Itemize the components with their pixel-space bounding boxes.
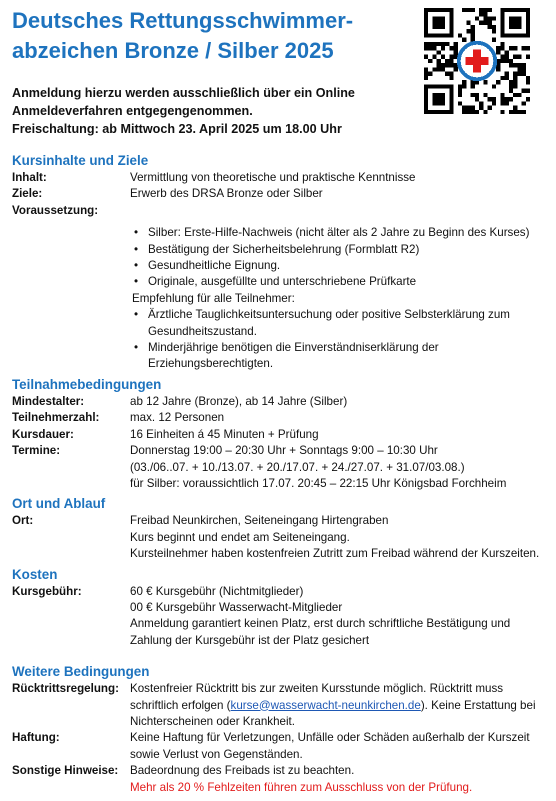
qr-module — [454, 67, 458, 71]
list-item: • Originale, ausgefüllte und unterschriebene Prüfkarte — [130, 274, 550, 290]
qr-module — [454, 50, 458, 54]
qr-module — [505, 55, 509, 59]
qr-module — [432, 46, 436, 50]
qr-module — [479, 12, 483, 16]
qr-module — [517, 93, 521, 97]
qr-module — [509, 84, 513, 88]
label-kursgebuehr: Kursgebühr: — [12, 584, 82, 598]
qr-module — [454, 46, 458, 50]
qr-module — [517, 67, 521, 71]
section-weitere — [12, 663, 550, 796]
list-item: • Silber: Erste-Hilfe-Nachweis (nicht älter als 2 Jahre zu Beginn des Kurses) — [130, 225, 550, 241]
qr-module — [424, 46, 428, 50]
value-mindestalter: ab 12 Jahre (Bronze), ab 14 Jahre (Silber) — [130, 394, 348, 408]
termine-line-1: Donnerstag 19:00 – 20:30 Uhr + Sonntags 9:00 – 10:30 Uhr — [130, 444, 438, 458]
qr-module — [522, 63, 526, 67]
qr-module — [479, 8, 483, 12]
title-line-1: Deutsches Rettungsschwimmer- — [12, 8, 354, 33]
list-item: • Gesundheitliche Eignung. — [130, 258, 550, 274]
row-ziele — [12, 186, 550, 202]
qr-module — [471, 106, 475, 110]
qr-module — [517, 55, 521, 59]
qr-module — [513, 72, 517, 76]
qr-module — [513, 93, 517, 97]
qr-module — [454, 42, 458, 46]
qr-module — [466, 106, 470, 110]
qr-module — [458, 93, 462, 97]
qr-module — [496, 80, 500, 84]
label-haftung: Haftung: — [12, 731, 60, 745]
qr-module — [437, 59, 441, 63]
section-teilnahme — [12, 376, 550, 492]
section-heading-kursinhalte: Kursinhalte und Ziele — [12, 153, 149, 168]
qr-logo-cross-horizontal — [466, 57, 489, 65]
qr-module — [475, 97, 479, 101]
qr-module — [496, 67, 500, 71]
qr-module — [437, 63, 441, 67]
qr-module — [437, 67, 441, 71]
qr-module — [441, 46, 445, 50]
qr-module — [424, 42, 428, 46]
qr-module — [505, 76, 509, 80]
qr-module — [462, 106, 466, 110]
qr-module — [526, 55, 530, 59]
qr-module — [428, 46, 432, 50]
qr-module — [445, 59, 449, 63]
label-voraussetzung: Voraussetzung: — [12, 203, 99, 217]
main-content — [12, 152, 550, 796]
termine-line-2: (03./06..07. + 10./13.07. + 20./17.07. + 24./27.07. + 31.07/03.08.) — [130, 460, 465, 474]
qr-finder-inner — [509, 16, 522, 29]
qr-module — [483, 21, 487, 25]
qr-code-icon[interactable] — [424, 8, 530, 114]
qr-module — [509, 46, 513, 50]
qr-module — [441, 63, 445, 67]
intro-line-3: Freischaltung: ab Mittwoch 23. April 2025 um 18.00 Uhr — [12, 122, 342, 136]
qr-module — [462, 80, 466, 84]
label-ort: Ort: — [12, 514, 34, 528]
qr-module — [500, 93, 504, 97]
qr-module — [517, 110, 521, 114]
qr-module — [513, 55, 517, 59]
label-kursdauer: Kursdauer: — [12, 427, 74, 441]
value-kursgebuehr — [130, 584, 550, 650]
qr-module — [458, 101, 462, 105]
qr-module — [513, 63, 517, 67]
qr-module — [479, 101, 483, 105]
qr-module — [526, 97, 530, 101]
qr-module — [483, 110, 487, 114]
qr-module — [466, 8, 470, 12]
qr-module — [517, 72, 521, 76]
qr-module — [488, 25, 492, 29]
qr-module — [488, 97, 492, 101]
qr-module — [500, 42, 504, 46]
qr-module — [466, 110, 470, 114]
qr-module — [441, 67, 445, 71]
qr-module — [500, 97, 504, 101]
qr-module — [500, 110, 504, 114]
qr-module — [424, 55, 428, 59]
value-ort — [130, 513, 550, 562]
qr-module — [522, 89, 526, 93]
qr-module — [488, 106, 492, 110]
section-heading-kosten: Kosten — [12, 566, 58, 582]
qr-module — [492, 16, 496, 20]
qr-module — [526, 46, 530, 50]
empfehlung-list — [130, 307, 550, 373]
qr-module — [441, 55, 445, 59]
ort-line-2: Kurs beginnt und endet am Seiteneingang. — [130, 530, 350, 544]
qr-module — [458, 84, 462, 88]
label-mindestalter: Mindestalter: — [12, 394, 85, 408]
qr-module — [500, 46, 504, 50]
label-teilnehmerzahl: Teilnehmerzahl: — [12, 411, 100, 425]
ort-line-1: Freibad Neunkirchen, Seiteneingang Hirtengraben — [130, 514, 389, 528]
empfehlung-label: Empfehlung für alle Teilnehmer: — [132, 291, 295, 305]
qr-module — [483, 80, 487, 84]
qr-module — [500, 101, 504, 105]
row-termine — [12, 443, 550, 492]
qr-module — [488, 8, 492, 12]
gebuehr-line-2: 00 € Kursgebühr Wasserwacht-Mitglieder — [130, 600, 343, 614]
value-kursdauer: 16 Einheiten á 45 Minuten + Prüfung — [130, 427, 319, 441]
sonstige-line-1: Badeordnung des Freibads ist zu beachten. — [130, 764, 355, 778]
label-inhalt: Inhalt: — [12, 171, 47, 184]
section-heading-ort: Ort und Ablauf — [12, 496, 106, 512]
title-line-2: abzeichen Bronze / Silber 2025 — [12, 38, 334, 63]
termine-line-3: für Silber: voraussichtlich 17.07. 20:45 – 22:15 Uhr Königsbad Forchheim — [130, 476, 507, 490]
qr-module — [441, 42, 445, 46]
qr-module — [466, 21, 470, 25]
qr-module — [526, 76, 530, 80]
qr-module — [492, 38, 496, 42]
qr-module — [522, 67, 526, 71]
gebuehr-line-3: Anmeldung garantiert keinen Platz, erst durch schriftliche Bestätigung und Zahlung der Kursgebühr ist der Platz gesichert — [130, 617, 511, 647]
qr-module — [492, 29, 496, 33]
qr-module — [475, 93, 479, 97]
voraussetzung-list — [130, 225, 550, 291]
qr-module — [424, 67, 428, 71]
row-kursdauer — [12, 427, 550, 443]
value-haftung: Keine Haftung für Verletzungen, Unfälle oder Schäden außerhalb der Kurszeit sowie Verlust von Gegenständen. — [130, 731, 530, 761]
qr-module — [458, 89, 462, 93]
qr-module — [445, 72, 449, 76]
qr-module — [432, 67, 436, 71]
qr-module — [449, 72, 453, 76]
qr-module — [449, 55, 453, 59]
value-termine — [130, 443, 550, 492]
ruecktritt-text-pre: Kostenfreier Rücktritt bis zur zweiten Kursstunde möglich. Rücktritt muss schriftlich erfolgen ( — [130, 682, 504, 712]
qr-module — [428, 42, 432, 46]
qr-module — [449, 59, 453, 63]
row-sonstige — [12, 763, 550, 796]
qr-module — [462, 38, 466, 42]
row-mindestalter — [12, 394, 550, 410]
qr-module — [428, 72, 432, 76]
qr-module — [500, 76, 504, 80]
qr-module — [471, 8, 475, 12]
section-kursinhalte — [12, 152, 550, 373]
qr-module — [488, 21, 492, 25]
value-sonstige — [130, 763, 550, 796]
qr-module — [424, 76, 428, 80]
qr-module — [505, 50, 509, 54]
qr-module — [479, 106, 483, 110]
section-heading-teilnahme: Teilnahmebedingungen — [12, 376, 162, 392]
qr-module — [492, 97, 496, 101]
qr-module — [471, 33, 475, 37]
qr-module — [445, 63, 449, 67]
label-sonstige: Sonstige Hinweise: — [12, 764, 119, 778]
qr-module — [505, 72, 509, 76]
qr-module — [483, 16, 487, 20]
qr-module — [526, 89, 530, 93]
qr-module — [483, 93, 487, 97]
qr-module — [432, 42, 436, 46]
qr-module — [509, 80, 513, 84]
qr-module — [509, 97, 513, 101]
value-ziele: Erwerb des DRSA Bronze oder Silber — [130, 187, 323, 201]
qr-module — [513, 80, 517, 84]
qr-module — [483, 8, 487, 12]
value-teilnehmerzahl: max. 12 Personen — [130, 411, 225, 425]
qr-module — [471, 84, 475, 88]
row-inhalt — [12, 170, 550, 186]
qr-module — [496, 46, 500, 50]
qr-module — [428, 59, 432, 63]
qr-module — [513, 76, 517, 80]
qr-module — [505, 59, 509, 63]
qr-finder-inner — [432, 93, 445, 106]
qr-module — [466, 29, 470, 33]
qr-finder-inner — [432, 16, 445, 29]
qr-module — [437, 42, 441, 46]
section-kosten — [12, 566, 550, 650]
qr-module — [505, 97, 509, 101]
qr-module — [505, 101, 509, 105]
qr-module — [513, 106, 517, 110]
qr-module — [522, 72, 526, 76]
qr-module — [449, 76, 453, 80]
qr-module — [500, 55, 504, 59]
qr-module — [449, 63, 453, 67]
qr-module — [462, 110, 466, 114]
page-title — [12, 6, 412, 66]
list-item: • Minderjährige benötigen die Einverständniserklärung der Erziehungsberechtigten. — [130, 340, 550, 373]
ort-line-3: Kursteilnehmer haben kostenfreien Zutritt zum Freibad während der Kurszeiten. — [130, 547, 540, 561]
qr-module — [509, 63, 513, 67]
list-item: • Ärztliche Tauglichkeitsuntersuchung oder positive Selbsterklärung zum Gesundheitszustand. — [130, 307, 550, 340]
qr-module — [492, 25, 496, 29]
qr-module — [509, 59, 513, 63]
qr-module — [437, 50, 441, 54]
qr-code-graphic — [424, 8, 530, 114]
row-ort — [12, 513, 550, 562]
qr-module — [432, 55, 436, 59]
section-heading-weitere: Weitere Bedingungen — [12, 664, 150, 680]
label-ziele: Ziele: — [12, 187, 43, 201]
qr-module — [475, 110, 479, 114]
qr-module — [483, 12, 487, 16]
qr-module — [424, 72, 428, 76]
qr-module — [449, 46, 453, 50]
qr-module — [500, 59, 504, 63]
label-termine: Termine: — [12, 444, 61, 458]
qr-module — [492, 101, 496, 105]
email-link[interactable]: kurse@wasserwacht-neunkirchen.de — [230, 698, 421, 712]
qr-module — [522, 101, 526, 105]
voraussetzung-block — [12, 225, 550, 373]
label-ruecktritt: Rücktrittsregelung: — [12, 682, 119, 696]
qr-module — [471, 25, 475, 29]
row-ruecktritt — [12, 681, 550, 730]
qr-module — [488, 16, 492, 20]
qr-module — [462, 84, 466, 88]
qr-module — [496, 50, 500, 54]
list-item: • Bestätigung der Sicherheitsbelehrung (Formblatt R2) — [130, 242, 550, 258]
row-voraussetzung — [12, 203, 550, 219]
qr-module — [509, 110, 513, 114]
value-ruecktritt — [130, 681, 550, 730]
intro-line-1: Anmeldung hierzu werden ausschließlich über ein Online — [12, 86, 355, 100]
qr-module — [492, 84, 496, 88]
value-inhalt: Vermittlung von theoretische und praktische Kenntnisse — [130, 171, 416, 184]
ruecktritt-text-post: ). Keine Erstattung bei Nichterscheinen oder Krankheit. — [130, 698, 536, 728]
row-kursgebuehr — [12, 584, 550, 650]
qr-module — [479, 21, 483, 25]
qr-module — [522, 46, 526, 50]
sonstige-warning: Mehr als 20 % Fehlzeiten führen zum Ausschluss von der Prüfung. — [130, 780, 473, 794]
gebuehr-line-1: 60 € Kursgebühr (Nichtmitglieder) — [130, 584, 304, 598]
qr-module — [471, 29, 475, 33]
section-ort — [12, 495, 550, 562]
intro-line-2: Anmeldeverfahren entgegengenommen. — [12, 104, 253, 118]
qr-module — [526, 80, 530, 84]
qr-module — [517, 63, 521, 67]
qr-module — [471, 110, 475, 114]
row-teilnehmerzahl — [12, 410, 550, 426]
qr-module — [509, 89, 513, 93]
qr-module — [475, 16, 479, 20]
qr-module — [471, 93, 475, 97]
qr-module — [445, 42, 449, 46]
qr-module — [513, 110, 517, 114]
row-haftung — [12, 730, 550, 763]
qr-module — [458, 33, 462, 37]
qr-module — [513, 84, 517, 88]
registration-intro — [12, 84, 412, 138]
qr-module — [513, 46, 517, 50]
qr-module — [462, 8, 466, 12]
qr-module — [522, 110, 526, 114]
